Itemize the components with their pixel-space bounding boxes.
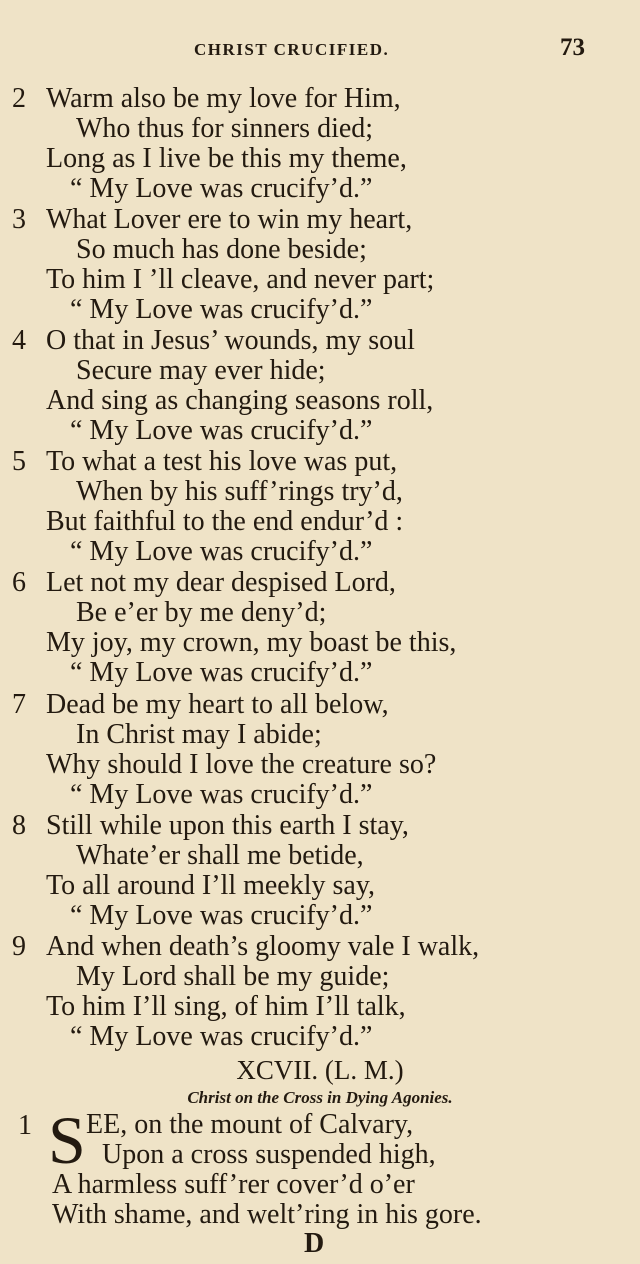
verse-number: 4 <box>12 325 26 356</box>
verse-line: And sing as changing seasons roll, <box>46 385 434 416</box>
verse-line: But faithful to the end endur’d : <box>46 506 404 537</box>
verse-line: What Lover ere to win my heart, <box>46 204 413 235</box>
verse-line: To what a test his love was put, <box>46 446 398 477</box>
verse-refrain: “ My Love was crucify’d.” <box>70 900 373 931</box>
verse-line: Long as I live be this my theme, <box>46 143 407 174</box>
verse-number: 3 <box>12 204 26 235</box>
signature-mark: D <box>304 1228 325 1259</box>
verse-line: Upon a cross suspended high, <box>102 1139 436 1170</box>
verse-line: Let not my dear despised Lord, <box>46 567 396 598</box>
verse-number: 5 <box>12 446 26 477</box>
verse-number: 6 <box>12 567 26 598</box>
verse-line: In Christ may I abide; <box>76 719 322 750</box>
verse-line: So much has done beside; <box>76 234 367 265</box>
verse-line: Still while upon this earth I stay, <box>46 810 409 841</box>
verse-number: 1 <box>18 1110 32 1141</box>
verse-line: And when death’s gloomy vale I walk, <box>46 931 480 962</box>
verse-refrain: “ My Love was crucify’d.” <box>70 779 373 810</box>
verse-number: 8 <box>12 810 26 841</box>
verse-line: To him I’ll sing, of him I’ll talk, <box>46 991 406 1022</box>
verse-line: Why should I love the creature so? <box>46 749 437 780</box>
verse-line: With shame, and welt’ring in his gore. <box>52 1199 482 1230</box>
verse-refrain: “ My Love was crucify’d.” <box>70 294 373 325</box>
page-header <box>0 34 640 64</box>
verse-line: O that in Jesus’ wounds, my soul <box>46 325 415 356</box>
page-number: 73 <box>560 34 585 61</box>
hymn-number: XCVII. (L. M.) <box>236 1055 404 1085</box>
verse-refrain: “ My Love was crucify’d.” <box>70 657 373 688</box>
verse-line: When by his suff’rings try’d, <box>76 476 403 507</box>
verse-line: Dead be my heart to all below, <box>46 689 389 720</box>
verse-number: 9 <box>12 931 26 962</box>
verse-line: My joy, my crown, my boast be this, <box>46 627 457 658</box>
drop-cap: S <box>48 1102 86 1178</box>
verse-refrain: “ My Love was crucify’d.” <box>70 1021 373 1052</box>
verse-number: 2 <box>12 83 26 114</box>
verse-line: Be e’er by me deny’d; <box>76 597 327 628</box>
verse-refrain: “ My Love was crucify’d.” <box>70 536 373 567</box>
verse-refrain: “ My Love was crucify’d.” <box>70 415 373 446</box>
verse-line: EE, on the mount of Calvary, <box>86 1109 414 1140</box>
verse-refrain: “ My Love was crucify’d.” <box>70 173 373 204</box>
hymn-subtitle: Christ on the Cross in Dying Agonies. <box>187 1088 453 1107</box>
verse-line: Secure may ever hide; <box>76 355 326 386</box>
verse-line: Warm also be my love for Him, <box>46 83 401 114</box>
verse-number: 7 <box>12 689 26 720</box>
verse-line: Whate’er shall me betide, <box>76 840 364 871</box>
verse-line: My Lord shall be my guide; <box>76 961 390 992</box>
verse-line: A harmless suff’rer cover’d o’er <box>52 1169 415 1200</box>
verse-line: To him I ’ll cleave, and never part; <box>46 264 435 295</box>
verse-line: Who thus for sinners died; <box>76 113 374 144</box>
verse-line: To all around I’ll meekly say, <box>46 870 376 901</box>
running-head: CHRIST CRUCIFIED. <box>194 40 390 59</box>
